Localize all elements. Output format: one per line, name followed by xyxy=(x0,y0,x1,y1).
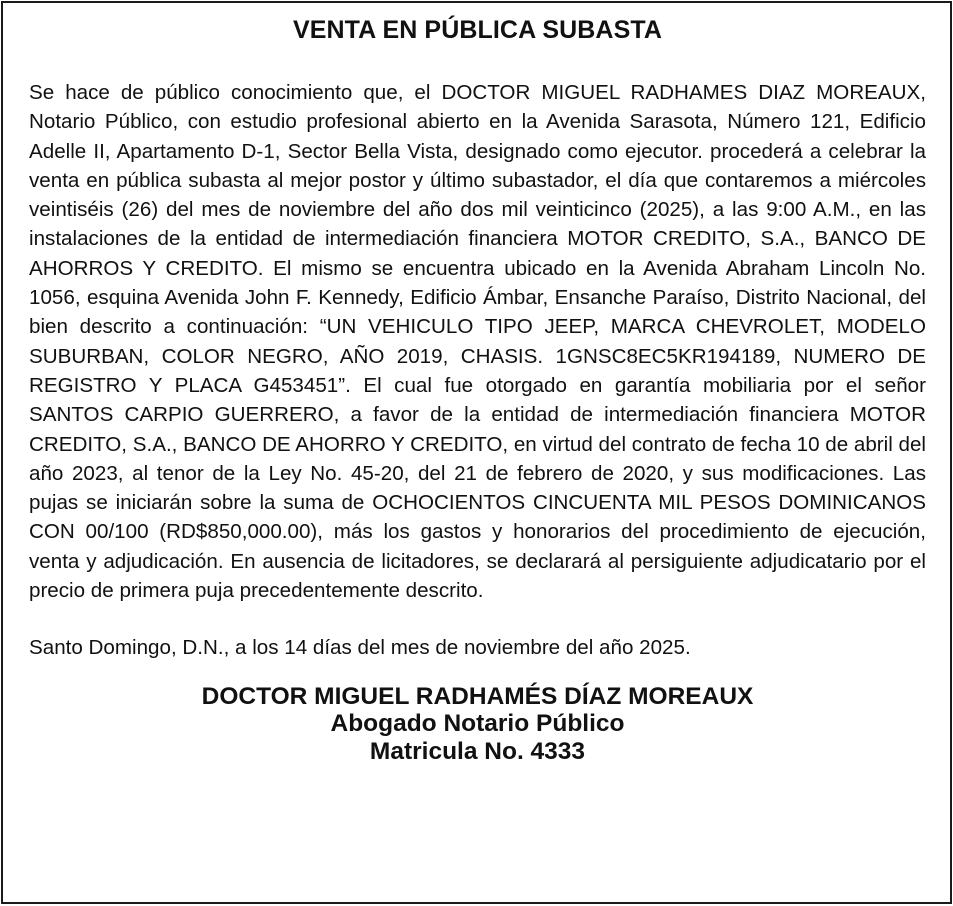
signatory-registration: Matricula No. 4333 xyxy=(369,737,586,765)
signatory-name: DOCTOR MIGUEL RADHAMÉS DÍAZ MOREAUX xyxy=(201,682,754,710)
auction-notice xyxy=(1,1,952,904)
notice-title: VENTA EN PÚBLICA SUBASTA xyxy=(292,16,663,44)
notice-dateline: Santo Domingo, D.N., a los 14 días del mes de noviembre del año 2025. xyxy=(29,636,691,660)
signatory-role: Abogado Notario Público xyxy=(330,710,625,738)
notice-body: Se hace de público conocimiento que, el DOCTOR MIGUEL RADHAMES DIAZ MOREAUX, Notario Público, con estudio profesional abierto en la Avenida Sarasota, Número 121, Edificio Adelle II, Apartamento D-1, Sector Bella Vista, designado como ejecutor. procederá a celebrar la venta en pública subasta al mejor postor y último subastador, el día que contaremos a miércoles veintiséis (26) del mes de noviembre del año dos mil veinticinco (2025), a las 9:00 A.M., en las instalaciones de la entidad de intermediación financiera MOTOR CREDITO, S.A., BANCO DE AHORROS Y CREDITO. El mismo se encuentra ubicado en la Avenida Abraham Lincoln No. 1056, esquina Avenida John F. Kennedy, Edificio Ámbar, Ensanche Paraíso, Distrito Nacional, del bien descrito a continuación: “UN VEHICULO TIPO JEEP, MARCA CHEVROLET, MODELO SUBURBAN, COLOR NEGRO, AÑO 2019, CHASIS. 1GNSC8EC5KR194189, NUMERO DE REGISTRO Y PLACA G453451”. El cual fue otorgado en garantía mobiliaria por el señor SANTOS CARPIO GUERRERO, a favor de la entidad de intermediación financiera MOTOR CREDITO, S.A., BANCO DE AHORRO Y CREDITO, en virtud del contrato de fecha 10 de abril del año 2023, al tenor de la Ley No. 45-20, del 21 de febrero de 2020, y sus modificaciones. Las pujas se iniciarán sobre la suma de OCHOCIENTOS CINCUENTA MIL PESOS DOMINICANOS CON 00/100 (RD$850,000.00), más los gastos y honorarios del procedimiento de ejecución, venta y adjudicación. En ausencia de licitadores, se declarará al persiguiente adjudicatario por el precio de primera puja precedentemente descrito. xyxy=(29,81,926,603)
signature-block xyxy=(29,683,926,766)
